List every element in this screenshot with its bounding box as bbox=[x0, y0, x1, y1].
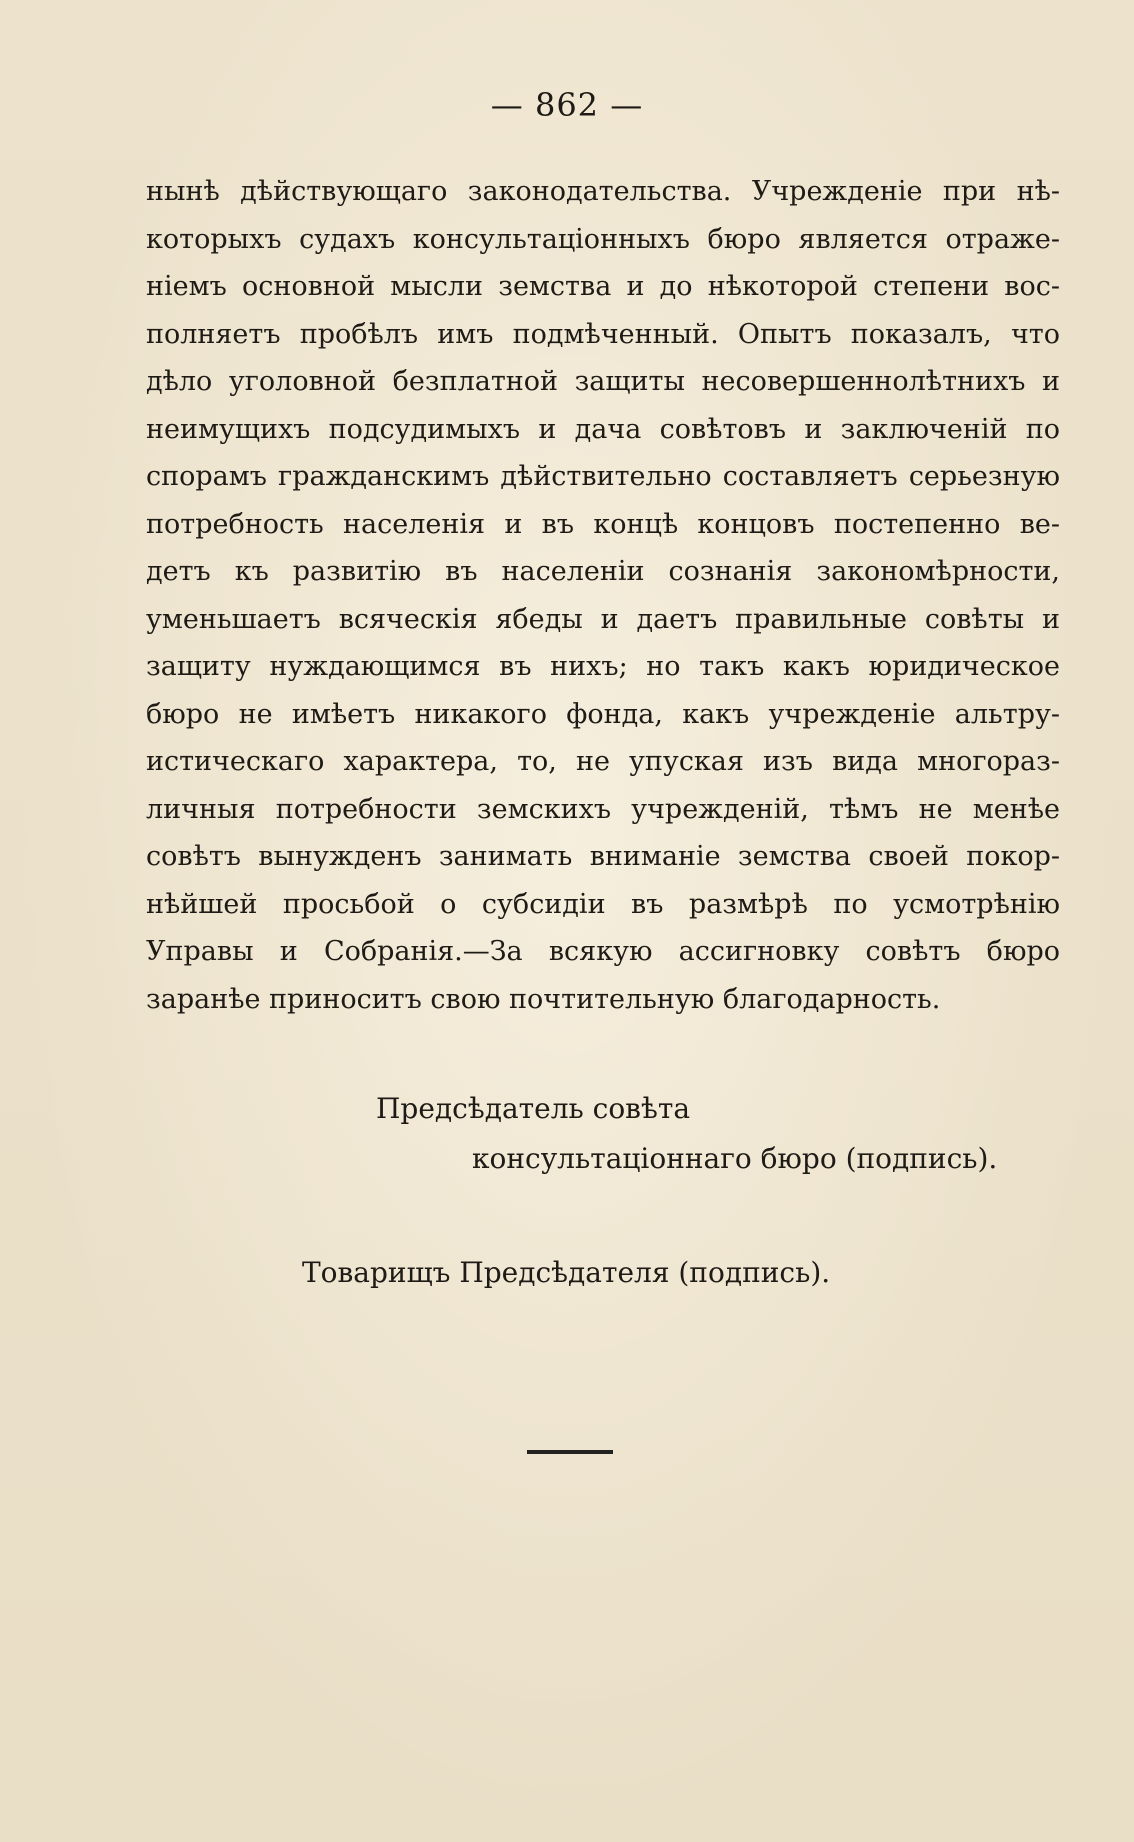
text-line: которыхъ судахъ консультаціонныхъ бюро является отраже- bbox=[146, 223, 1060, 255]
closing-rule bbox=[527, 1450, 613, 1454]
text-line: защиту нуждающимся въ нихъ; но такъ какъ юридическое bbox=[146, 651, 1060, 682]
text-line: совѣтъ вынужденъ занимать вниманіе земства своей покор- bbox=[146, 841, 1060, 872]
text-line: Управы и Собранія.—За всякую ассигновку совѣтъ бюро bbox=[146, 936, 1060, 967]
text-line: бюро не имѣетъ никакого фонда, какъ учрежденіе альтру- bbox=[146, 698, 1060, 730]
text-line: дѣло уголовной безплатной защиты несовершеннолѣтнихъ и bbox=[146, 366, 1060, 397]
text-line: детъ къ развитію въ населеніи сознанія закономѣрности, bbox=[146, 556, 1060, 587]
text-line: истическаго характера, то, не упуская изъ вида многораз- bbox=[146, 746, 1060, 777]
text-line: спорамъ гражданскимъ дѣйствительно составляетъ серьезную bbox=[146, 461, 1060, 492]
text-line: личныя потребности земскихъ учрежденій, тѣмъ не менѣе bbox=[146, 793, 1060, 825]
text-line: неимущихъ подсудимыхъ и дача совѣтовъ и заключеній по bbox=[146, 413, 1060, 445]
page-number: — 862 — bbox=[490, 86, 644, 124]
deputy-signature: Товарищъ Предсѣдателя (подпись). bbox=[302, 1256, 831, 1289]
chairman-signature: консультаціоннаго бюро (подпись). bbox=[472, 1142, 998, 1175]
text-line-last: заранѣе приноситъ свою почтительную благодарность. bbox=[146, 983, 941, 1015]
chairman-title: Предсѣдатель совѣта bbox=[376, 1092, 691, 1125]
text-line: полняетъ пробѣлъ имъ подмѣченный. Опытъ показалъ, что bbox=[146, 318, 1060, 350]
body-paragraph bbox=[146, 168, 1060, 1023]
text-line: нынѣ дѣйствующаго законодательства. Учрежденіе при нѣ- bbox=[146, 176, 1060, 207]
text-line: ніемъ основной мысли земства и до нѣкоторой степени вос- bbox=[146, 271, 1060, 302]
text-line: потребность населенія и въ концѣ концовъ постепенно ве- bbox=[146, 508, 1060, 540]
text-line: нѣйшей просьбой о субсидіи въ размѣрѣ по усмотрѣнію bbox=[146, 888, 1060, 920]
text-line: уменьшаетъ всяческія ябеды и даетъ правильные совѣты и bbox=[146, 603, 1060, 635]
